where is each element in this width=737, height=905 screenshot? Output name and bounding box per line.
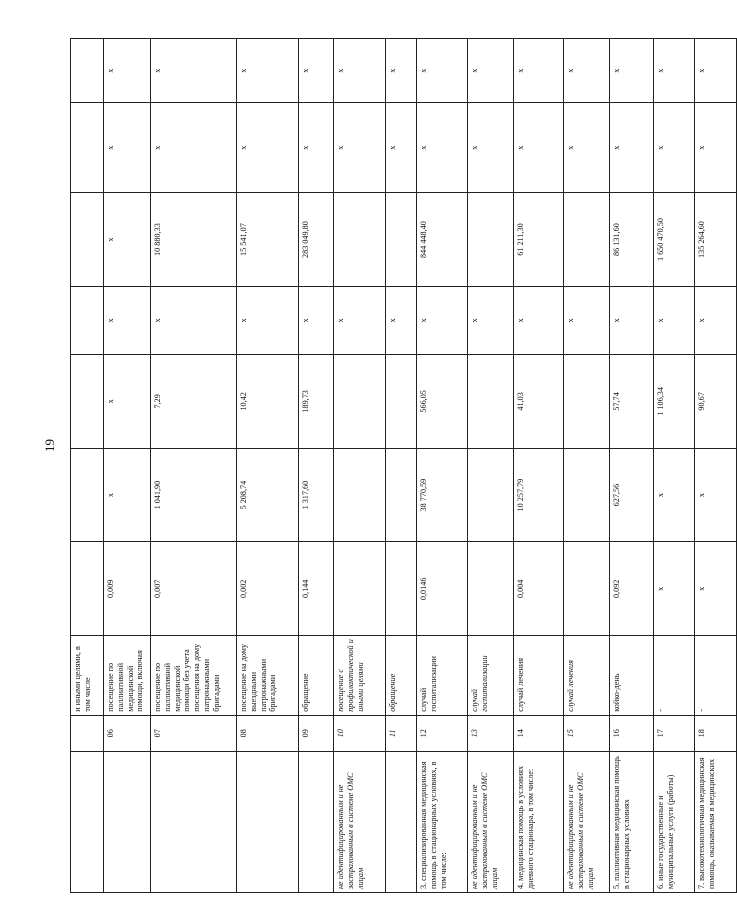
- cell-percent: х: [654, 39, 695, 103]
- rotated-table-container: [70, 38, 716, 893]
- cell-code: 11: [386, 715, 417, 751]
- cell-name: [237, 751, 299, 892]
- cell-name: 3. специализированная медицинская помощь в стационарных условиях, в том числе:: [417, 751, 468, 892]
- cell-unit: посещение с профилактической и иными целями: [334, 636, 386, 716]
- cell-name: [299, 751, 334, 892]
- cell-per-capita-budget: 57,74: [610, 354, 654, 448]
- cell-norm: [564, 542, 610, 636]
- table-row: [299, 39, 334, 893]
- table-row: [71, 39, 104, 893]
- cell-per-capita-oms: х: [564, 286, 610, 354]
- cell-sum-oms: х: [237, 103, 299, 193]
- cell-percent: х: [564, 39, 610, 103]
- cell-name: не идентифицированным и не застрахованным в системе ОМС лицам: [334, 751, 386, 892]
- cell-per-capita-budget: [468, 354, 514, 448]
- cell-sum-budget: [468, 193, 514, 287]
- cell-percent: х: [417, 39, 468, 103]
- cell-unit: -: [695, 636, 737, 716]
- cell-percent: х: [299, 39, 334, 103]
- cell-code: 12: [417, 715, 468, 751]
- table-row: [417, 39, 468, 893]
- cell-sum-oms: х: [610, 103, 654, 193]
- cell-sum-oms: х: [654, 103, 695, 193]
- cell-unit: случай лечения: [564, 636, 610, 716]
- cell-percent: х: [334, 39, 386, 103]
- cell-sum-oms: х: [151, 103, 237, 193]
- cell-cost: [564, 448, 610, 542]
- cell-sum-oms: х: [695, 103, 737, 193]
- cell-per-capita-oms: х: [237, 286, 299, 354]
- cell-percent: х: [151, 39, 237, 103]
- cell-cost: [71, 448, 104, 542]
- cell-per-capita-oms: х: [299, 286, 334, 354]
- cell-norm: [386, 542, 417, 636]
- cell-cost: 1 317,60: [299, 448, 334, 542]
- cell-code: 18: [695, 715, 737, 751]
- cell-code: 14: [514, 715, 564, 751]
- cell-norm: 0,007: [151, 542, 237, 636]
- cell-unit: случай госпитализации: [417, 636, 468, 716]
- cell-unit: посещение по паллиативной медицинской помощи без учета посещения на дому патронажными бригадами: [151, 636, 237, 716]
- cell-sum-budget: 15 541,07: [237, 193, 299, 287]
- cell-sum-oms: [71, 103, 104, 193]
- cell-norm: [334, 542, 386, 636]
- cell-sum-oms: х: [564, 103, 610, 193]
- cell-norm: 0,002: [237, 542, 299, 636]
- cell-sum-oms: х: [468, 103, 514, 193]
- cell-per-capita-oms: х: [695, 286, 737, 354]
- cell-sum-budget: 283 049,80: [299, 193, 334, 287]
- cell-code: [71, 715, 104, 751]
- cell-sum-budget: 61 211,30: [514, 193, 564, 287]
- cell-unit: обращение: [386, 636, 417, 716]
- cell-name: 6. иные государственные и муниципальные услуги (работы): [654, 751, 695, 892]
- cell-code: 09: [299, 715, 334, 751]
- cell-name: не идентифицированным и не застрахованным в системе ОМС лицам: [468, 751, 514, 892]
- cell-per-capita-oms: х: [334, 286, 386, 354]
- cell-per-capita-budget: 10,42: [237, 354, 299, 448]
- cell-per-capita-budget: 566,05: [417, 354, 468, 448]
- table-row: [468, 39, 514, 893]
- cell-sum-oms: х: [417, 103, 468, 193]
- cell-percent: х: [610, 39, 654, 103]
- cell-sum-budget: х: [104, 193, 151, 287]
- cell-unit: койко-день: [610, 636, 654, 716]
- cell-per-capita-budget: [564, 354, 610, 448]
- cell-unit: случай лечения: [514, 636, 564, 716]
- table-row: [334, 39, 386, 893]
- cell-sum-oms: х: [334, 103, 386, 193]
- cell-norm: [468, 542, 514, 636]
- table-row: [695, 39, 737, 893]
- cell-percent: х: [237, 39, 299, 103]
- cell-name: не идентифицированным и не застрахованным в системе ОМС лицам: [564, 751, 610, 892]
- table-body: [71, 39, 737, 893]
- cell-code: 15: [564, 715, 610, 751]
- cell-unit: -: [654, 636, 695, 716]
- cell-per-capita-oms: х: [151, 286, 237, 354]
- cell-name: [71, 751, 104, 892]
- cell-unit: и иными целями, в том числе: [71, 636, 104, 716]
- cell-unit: посещение по паллиативной медицинской помощи, включая: [104, 636, 151, 716]
- cell-cost: 10 257,79: [514, 448, 564, 542]
- cell-unit: посещение на дому выездными патронажными бригадами: [237, 636, 299, 716]
- cell-per-capita-oms: х: [417, 286, 468, 354]
- cell-per-capita-oms: х: [386, 286, 417, 354]
- cell-per-capita-oms: х: [654, 286, 695, 354]
- cell-sum-oms: х: [299, 103, 334, 193]
- cell-cost: 1 041,90: [151, 448, 237, 542]
- cell-sum-budget: 135 264,60: [695, 193, 737, 287]
- cell-code: 06: [104, 715, 151, 751]
- cell-norm: 0,092: [610, 542, 654, 636]
- cell-norm: 0,144: [299, 542, 334, 636]
- cell-per-capita-oms: х: [610, 286, 654, 354]
- table-row: [104, 39, 151, 893]
- cell-unit: обращение: [299, 636, 334, 716]
- table-row: [151, 39, 237, 893]
- cell-sum-budget: [386, 193, 417, 287]
- cell-sum-budget: 10 880,33: [151, 193, 237, 287]
- cell-name: 5. паллиативная медицинская помощь в стационарных условиях: [610, 751, 654, 892]
- cell-per-capita-budget: [386, 354, 417, 448]
- cell-cost: [468, 448, 514, 542]
- cell-percent: х: [468, 39, 514, 103]
- cell-per-capita-oms: х: [104, 286, 151, 354]
- cell-per-capita-budget: 1 106,34: [654, 354, 695, 448]
- cell-code: 16: [610, 715, 654, 751]
- table-row: [386, 39, 417, 893]
- cell-cost: 627,56: [610, 448, 654, 542]
- cell-name: 7. высокотехнологичная медицинская помощь, оказываемая в медицинских: [695, 751, 737, 892]
- cell-name: [104, 751, 151, 892]
- cell-sum-budget: 86 131,60: [610, 193, 654, 287]
- cell-norm: х: [654, 542, 695, 636]
- cell-cost: [386, 448, 417, 542]
- cell-norm: [71, 542, 104, 636]
- cell-percent: х: [104, 39, 151, 103]
- cell-code: 07: [151, 715, 237, 751]
- cell-norm: 0,004: [514, 542, 564, 636]
- cell-percent: [71, 39, 104, 103]
- cell-per-capita-budget: [334, 354, 386, 448]
- cell-sum-budget: [71, 193, 104, 287]
- cell-per-capita-budget: 7,29: [151, 354, 237, 448]
- cell-per-capita-budget: 90,67: [695, 354, 737, 448]
- cell-norm: 0,0146: [417, 542, 468, 636]
- cell-cost: х: [104, 448, 151, 542]
- cell-percent: х: [695, 39, 737, 103]
- table-row: [564, 39, 610, 893]
- cell-sum-oms: х: [514, 103, 564, 193]
- cell-name: [386, 751, 417, 892]
- cell-unit: случай госпитализации: [468, 636, 514, 716]
- table-row: [237, 39, 299, 893]
- table-row: [610, 39, 654, 893]
- data-table: [70, 38, 737, 893]
- cell-per-capita-oms: [71, 286, 104, 354]
- cell-per-capita-budget: х: [104, 354, 151, 448]
- cell-per-capita-budget: 41,03: [514, 354, 564, 448]
- cell-sum-budget: 844 448,40: [417, 193, 468, 287]
- cell-sum-oms: х: [104, 103, 151, 193]
- cell-name: 4. медицинская помощь в условиях дневного стационара, в том числе:: [514, 751, 564, 892]
- cell-code: 17: [654, 715, 695, 751]
- cell-cost: [334, 448, 386, 542]
- cell-per-capita-oms: х: [514, 286, 564, 354]
- cell-cost: х: [654, 448, 695, 542]
- table-row: [654, 39, 695, 893]
- cell-sum-oms: х: [386, 103, 417, 193]
- cell-sum-budget: [334, 193, 386, 287]
- cell-code: 13: [468, 715, 514, 751]
- cell-name: [151, 751, 237, 892]
- cell-per-capita-budget: [71, 354, 104, 448]
- cell-code: 08: [237, 715, 299, 751]
- cell-sum-budget: [564, 193, 610, 287]
- cell-sum-budget: 1 650 470,50: [654, 193, 695, 287]
- table-row: [514, 39, 564, 893]
- cell-cost: х: [695, 448, 737, 542]
- cell-percent: х: [386, 39, 417, 103]
- cell-cost: 5 208,74: [237, 448, 299, 542]
- page-number: 19: [42, 439, 57, 452]
- cell-per-capita-budget: 189,73: [299, 354, 334, 448]
- cell-per-capita-oms: х: [468, 286, 514, 354]
- cell-cost: 38 770,59: [417, 448, 468, 542]
- cell-percent: х: [514, 39, 564, 103]
- cell-code: 10: [334, 715, 386, 751]
- cell-norm: х: [695, 542, 737, 636]
- cell-norm: 0,009: [104, 542, 151, 636]
